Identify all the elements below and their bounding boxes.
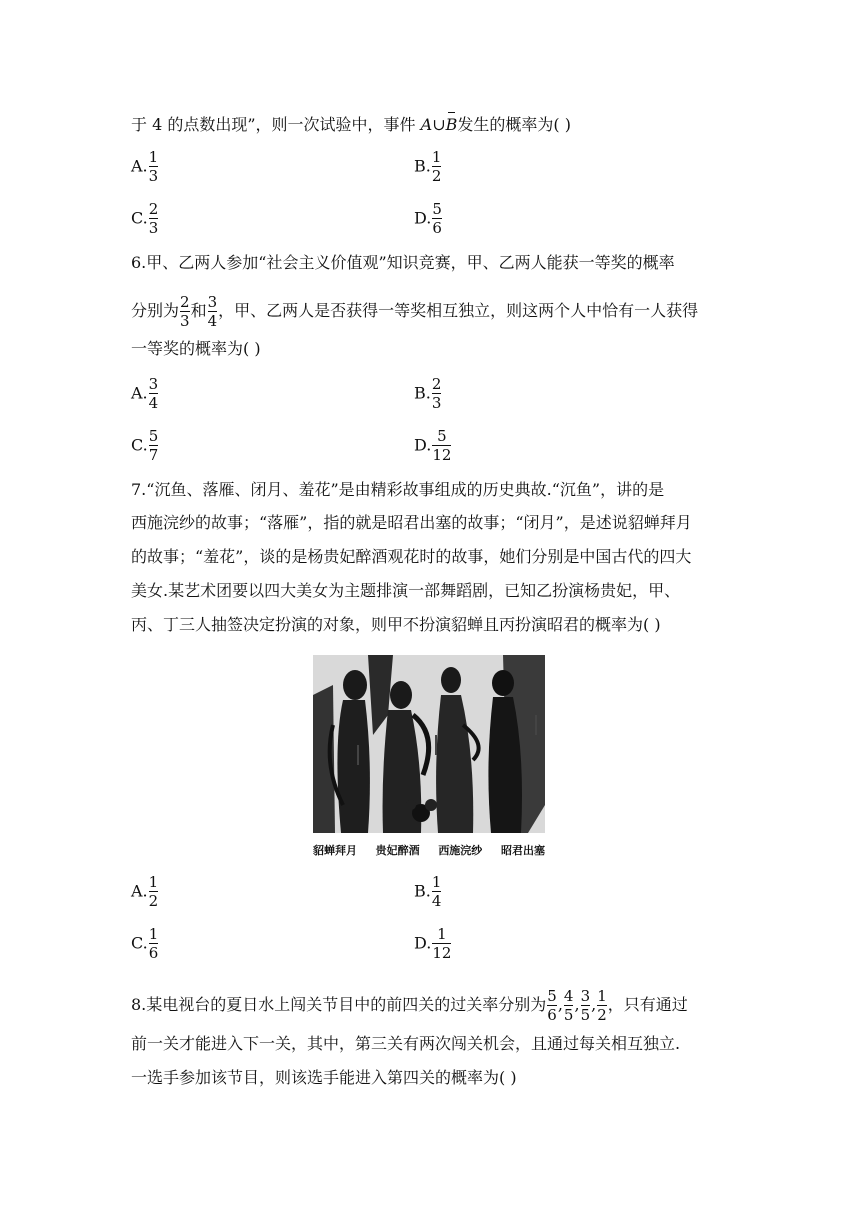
q6-frac-2: $\frac{3}{4}$ [207,293,218,330]
caption-zhaojun: 昭君出塞 [500,844,545,857]
q5-union-symbol: ∪ [432,115,446,134]
caption-xishi: 西施浣纱 [438,844,483,857]
q6-option-d[interactable]: D. $\frac{5}{12}$ [414,427,452,464]
caption-diaochan: 貂蝉拜月 [313,844,357,857]
q6-stem-line-3: 一等奖的概率为( ) [131,339,261,358]
q7-option-a[interactable]: A. $\frac{1}{2}$ [131,873,159,910]
q8-stem-line-1: 8.某电视台的夏日水上闯关节目中的前四关的过关率分别为 $\frac{5}{6}$ , $\frac{4}{5}$ , $\frac{3}{5}$ , $\frac{1}{2}$ ，只有通过 [131,987,688,1024]
q7-option-c[interactable]: C. $\frac{1}{6}$ [131,925,159,962]
four-beauties-illustration [313,655,545,833]
q7-option-b[interactable]: B. $\frac{1}{4}$ [414,873,442,910]
q8-stem-line-3: 一选手参加该节目，则该选手能进入第四关的概率为( ) [131,1068,517,1087]
q5-option-d[interactable]: D. $\frac{5}{6}$ [414,200,442,237]
q6-option-b[interactable]: B. $\frac{2}{3}$ [414,375,442,412]
q8-frac-4: $\frac{1}{2}$ [597,987,607,1024]
q6-option-a[interactable]: A. $\frac{3}{4}$ [131,375,159,412]
q8-frac-1: $\frac{5}{6}$ [547,987,557,1024]
q5-stem-post: 发生的概率为( ) [457,115,571,134]
q5-stem-line [131,115,571,135]
q5-option-b[interactable]: B. $\frac{1}{2}$ [414,148,442,185]
q5-stem-pre: 于 4 的点数出现”，则一次试验中，事件 [131,115,421,134]
q8-frac-3: $\frac{3}{5}$ [580,987,591,1024]
q5-option-a[interactable]: A. $\frac{1}{3}$ [131,148,159,185]
q7-stem-line-4: 美女.某艺术团要以四大美女为主题排演一部舞蹈剧，已知乙扮演杨贵妃，甲、 [131,581,681,600]
q6-stem-line-1: 6.甲、乙两人参加“社会主义价值观”知识竞赛，甲、乙两人能获一等奖的概率 [131,253,675,272]
q5-event-a: A [420,115,433,134]
q6-option-c[interactable]: C. $\frac{5}{7}$ [131,427,159,464]
caption-guifei: 贵妃醉酒 [375,844,420,857]
q8-stem-line-2: 前一关才能进入下一关，其中，第三关有两次闯关机会，且通过每关相互独立. [131,1034,681,1053]
q6-frac-1: $\frac{2}{3}$ [180,293,190,330]
q7-stem-line-1: 7.“沉鱼、落雁、闭月、羞花”是由精彩故事组成的历史典故.“沉鱼”，讲的是 [131,480,665,499]
q7-option-d[interactable]: D. $\frac{1}{12}$ [414,925,452,962]
q8-frac-2: $\frac{4}{5}$ [563,987,574,1024]
q7-stem-line-3: 的故事；“羞花”，谈的是杨贵妃醉酒观花时的故事，她们分别是中国古代的四大 [131,547,692,566]
q5-event-b-complement: B [446,115,458,135]
q7-stem-line-5: 丙、丁三人抽签决定扮演的对象，则甲不扮演貂蝉且丙扮演昭君的概率为( ) [131,615,661,634]
figure-captions [313,842,545,858]
q6-stem-line-2: 分别为 $\frac{2}{3}$ 和 $\frac{3}{4}$ ，甲、乙两人是否获得一等奖相互独立，则这两个人中恰有一人获得 [131,293,699,330]
q5-option-c[interactable]: C. $\frac{2}{3}$ [131,200,159,237]
q7-stem-line-2: 西施浣纱的故事；“落雁”，指的就是昭君出塞的故事；“闭月”，是述说貂蝉拜月 [131,513,692,532]
